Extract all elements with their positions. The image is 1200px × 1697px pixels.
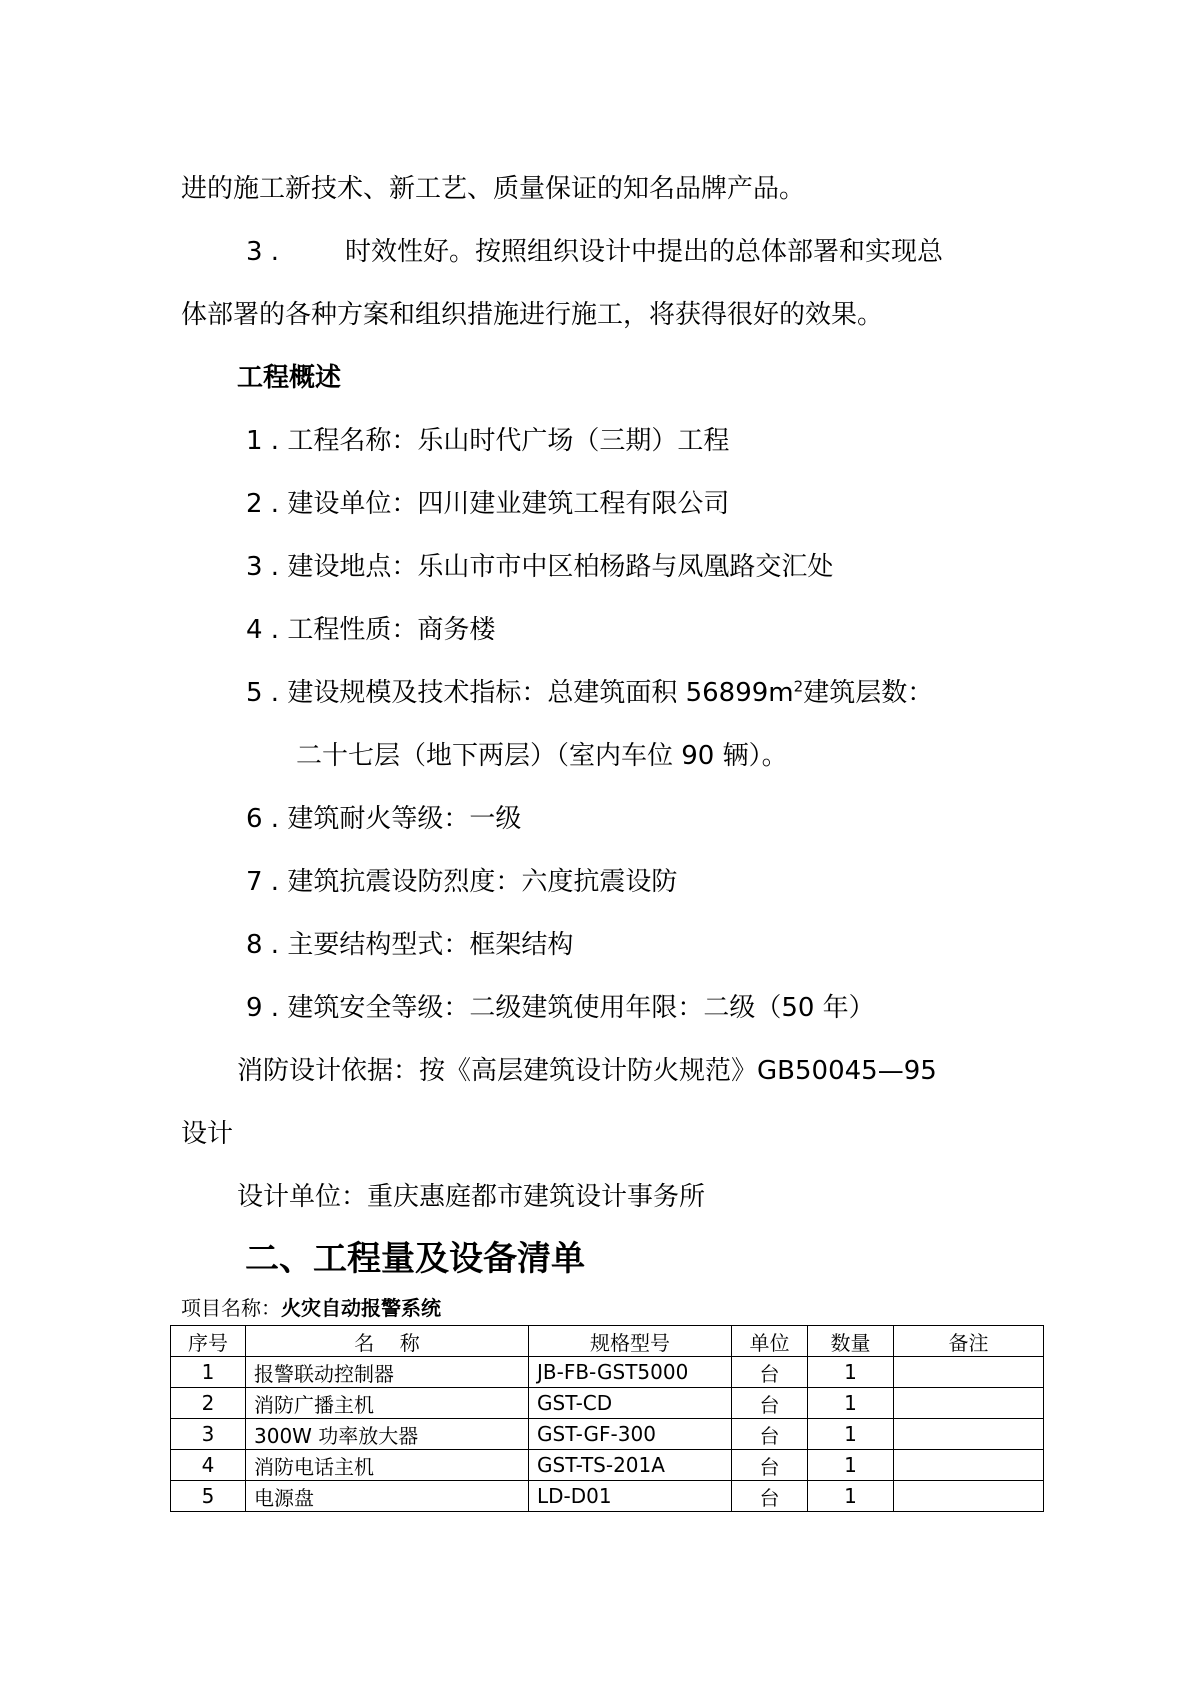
- header-remark: 备注: [894, 1326, 1044, 1357]
- cell-name: 报警联动控制器: [246, 1357, 529, 1388]
- project-name: 火灾自动报警系统: [281, 1296, 441, 1320]
- table-row: [171, 1419, 1044, 1450]
- table-row: [171, 1388, 1044, 1419]
- overview-item: 9 . 建筑安全等级：二级建筑使用年限：二级（50 年）: [246, 993, 875, 1023]
- table-row: [171, 1357, 1044, 1388]
- fire-design-basis-cont: 设计: [181, 1119, 234, 1149]
- header-no: 序号: [171, 1326, 246, 1357]
- header-model: 规格型号: [529, 1326, 732, 1357]
- cell-unit: 台: [732, 1481, 808, 1512]
- project-name-line: [181, 1295, 441, 1321]
- section-title: 二、工程量及设备清单: [245, 1239, 585, 1279]
- cell-qty: 1: [808, 1388, 894, 1419]
- table-header-row: [171, 1326, 1044, 1357]
- cell-unit: 台: [732, 1357, 808, 1388]
- cell-name: 消防电话主机: [246, 1450, 529, 1481]
- cell-model: GST-TS-201A: [529, 1450, 732, 1481]
- cell-unit: 台: [732, 1388, 808, 1419]
- item5-text: 5 . 建设规模及技术指标：总建筑面积 56899m: [246, 678, 794, 708]
- cell-remark: [894, 1388, 1044, 1419]
- cell-qty: 1: [808, 1357, 894, 1388]
- table-row: [171, 1481, 1044, 1512]
- overview-item: 3 . 建设地点：乐山市市中区柏杨路与凤凰路交汇处: [246, 552, 834, 582]
- equipment-table: [170, 1325, 1044, 1512]
- cell-name: 消防广播主机: [246, 1388, 529, 1419]
- cell-qty: 1: [808, 1450, 894, 1481]
- overview-item: 6 . 建筑耐火等级：一级: [246, 804, 522, 834]
- cell-model: JB-FB-GST5000: [529, 1357, 732, 1388]
- list-number: 3 .: [246, 237, 280, 267]
- overview-item: 4 . 工程性质：商务楼: [246, 615, 496, 645]
- header-unit: 单位: [732, 1326, 808, 1357]
- overview-item: 2 . 建设单位：四川建业建筑工程有限公司: [246, 489, 730, 519]
- cell-no: 3: [171, 1419, 246, 1450]
- cell-no: 4: [171, 1450, 246, 1481]
- header-name: 名 称: [246, 1326, 529, 1357]
- header-qty: 数量: [808, 1326, 894, 1357]
- cell-no: 2: [171, 1388, 246, 1419]
- overview-item: 1 . 工程名称：乐山时代广场（三期）工程: [246, 426, 730, 456]
- overview-item-continuation: 二十七层（地下两层）（室内车位 90 辆）。: [296, 741, 788, 771]
- cell-name: 电源盘: [246, 1481, 529, 1512]
- cell-unit: 台: [732, 1450, 808, 1481]
- cell-no: 1: [171, 1357, 246, 1388]
- cell-remark: [894, 1419, 1044, 1450]
- cell-no: 5: [171, 1481, 246, 1512]
- table-row: [171, 1450, 1044, 1481]
- cell-model: GST-GF-300: [529, 1419, 732, 1450]
- cell-unit: 台: [732, 1419, 808, 1450]
- overview-item: [246, 676, 933, 710]
- paragraph-line: 体部署的各种方案和组织措施进行施工，将获得很好的效果。: [181, 300, 884, 330]
- cell-remark: [894, 1450, 1044, 1481]
- paragraph-line: 时效性好。按照组织设计中提出的总体部署和实现总: [345, 237, 944, 267]
- cell-name: 300W 功率放大器: [246, 1419, 529, 1450]
- overview-item: 7 . 建筑抗震设防烈度：六度抗震设防: [246, 867, 678, 897]
- cell-remark: [894, 1481, 1044, 1512]
- cell-remark: [894, 1357, 1044, 1388]
- fire-design-basis: 消防设计依据：按《高层建筑设计防火规范》GB50045—95: [237, 1056, 937, 1086]
- item5-text-after: 建筑层数：: [803, 678, 934, 708]
- cell-qty: 1: [808, 1481, 894, 1512]
- cell-model: GST-CD: [529, 1388, 732, 1419]
- paragraph-line: 进的施工新技术、新工艺、质量保证的知名品牌产品。: [181, 174, 806, 204]
- superscript: 2: [793, 677, 804, 696]
- overview-item: 8 . 主要结构型式：框架结构: [246, 930, 574, 960]
- section-heading: 工程概述: [237, 363, 342, 393]
- cell-model: LD-D01: [529, 1481, 732, 1512]
- cell-qty: 1: [808, 1419, 894, 1450]
- project-name-label: 项目名称：: [181, 1296, 281, 1320]
- design-unit: 设计单位：重庆惠庭都市建筑设计事务所: [237, 1182, 706, 1212]
